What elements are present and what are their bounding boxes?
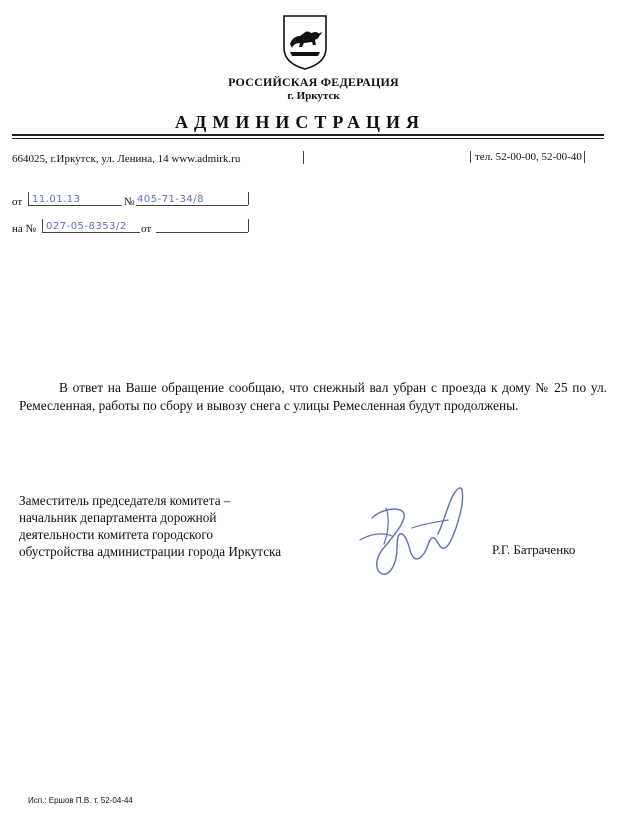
date-field-bracket	[28, 192, 29, 205]
handwritten-signature	[352, 478, 482, 588]
address-line: 664025, г.Иркутск, ул. Ленина, 14 www.admirk.ru	[12, 153, 241, 165]
phone-line: тел. 52-00-00, 52-00-40	[470, 151, 585, 163]
header-rule	[12, 134, 604, 136]
header-organization: АДМИНИСТРАЦИЯ	[174, 112, 426, 132]
ref-number-handwritten: 027-05-8353/2	[46, 221, 127, 232]
number-label: №	[124, 196, 135, 208]
ref-label: на №	[12, 223, 37, 235]
ref-from-label: от	[141, 223, 152, 235]
address-divider	[303, 151, 304, 164]
ref-date-field-bracket	[248, 219, 249, 232]
header-rule-thin	[12, 138, 604, 139]
signatory-title-line: деятельности комитета городского	[19, 527, 214, 542]
number-field-bracket	[248, 192, 249, 205]
signatory-title	[19, 492, 359, 560]
signatory-title-line: Заместитель председателя комитета –	[19, 493, 231, 508]
ref-number-field-line	[42, 232, 140, 233]
header-city: г. Иркутск	[287, 90, 340, 102]
from-label: от	[12, 196, 23, 208]
signatory-name: Р.Г. Батраченко	[492, 542, 576, 557]
header-country: РОССИЙСКАЯ ФЕДЕРАЦИЯ	[228, 75, 399, 89]
number-field-line	[136, 205, 248, 206]
date-handwritten: 11.01.13	[32, 194, 81, 205]
coat-of-arms-icon	[282, 14, 328, 70]
signatory-title-line: обустройства администрации города Иркутска	[19, 544, 282, 559]
number-handwritten: 405-71-34/8	[137, 194, 204, 205]
letter-body	[19, 379, 607, 415]
date-field-line	[28, 205, 122, 206]
executor-info: Исп.: Ершов П.В. т. 52-04-44	[28, 796, 133, 805]
ref-field-bracket	[42, 219, 43, 232]
ref-date-field-line	[156, 232, 248, 233]
signatory-title-line: начальник департамента дорожной	[19, 510, 217, 525]
body-paragraph: В ответ на Ваше обращение сообщаю, что снежный вал убран с проезда к дому № 25 по ул. Ремесленная, работы по сбору и вывозу снега с улицы Ремесленная будут продолжены.	[19, 380, 607, 413]
